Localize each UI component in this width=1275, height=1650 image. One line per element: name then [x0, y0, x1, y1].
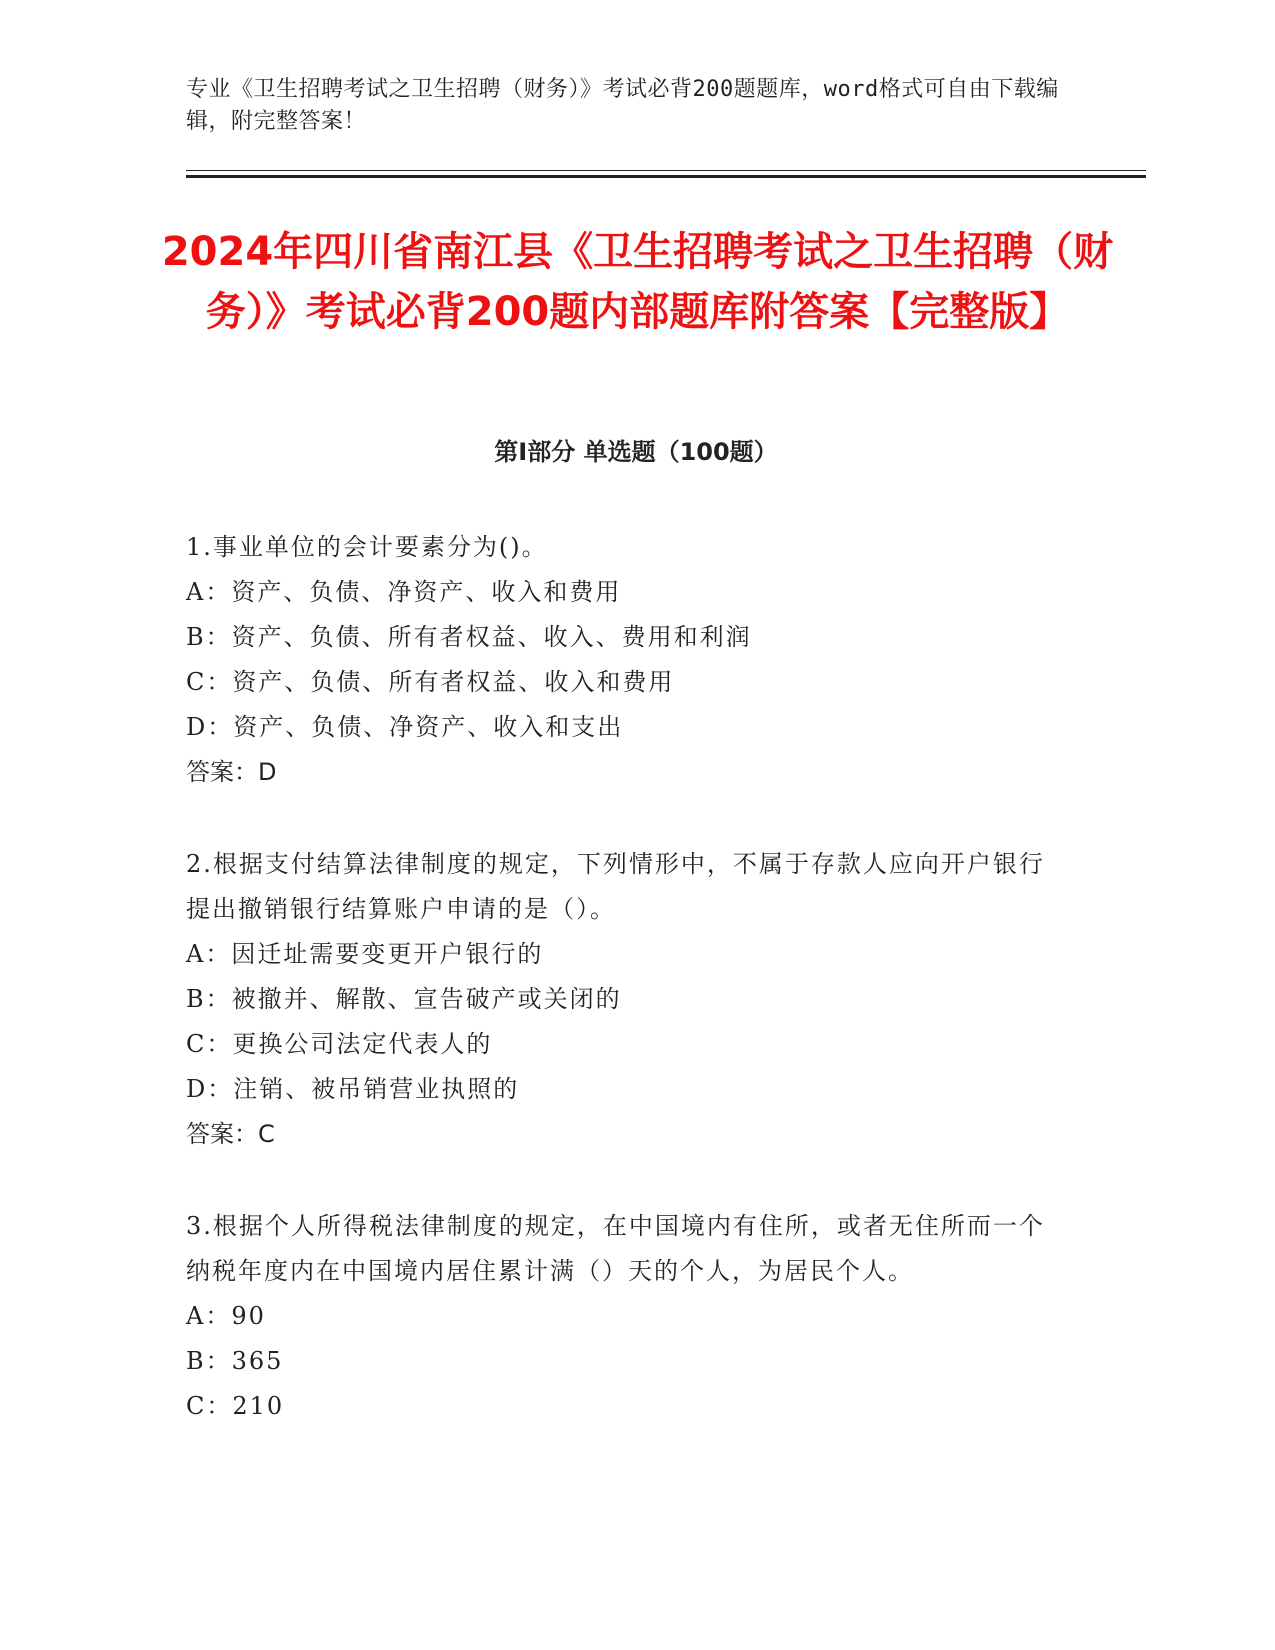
question-2	[186, 842, 1066, 1157]
header-rule-thin	[186, 170, 1146, 171]
document-title: 2024年四川省南江县《卫生招聘考试之卫生招聘（财务）》考试必背200题内部题库附答案【完整版】	[161, 229, 1114, 335]
option-d: D：注销、被吊销营业执照的	[186, 1075, 520, 1103]
answer: 答案：D	[186, 758, 277, 786]
question-3	[186, 1204, 1066, 1429]
question-1	[186, 525, 1066, 795]
header-rule-thick	[186, 175, 1146, 178]
question-text: 1.事业单位的会计要素分为()。	[186, 533, 548, 561]
option-c: C：更换公司法定代表人的	[186, 1030, 493, 1058]
section-title: 第Ⅰ部分 单选题（100题）	[494, 438, 778, 466]
option-a: A：因迁址需要变更开户银行的	[186, 940, 544, 968]
question-list	[186, 525, 1066, 1476]
question-text: 2.根据支付结算法律制度的规定，下列情形中，不属于存款人应向开户银行提出撤销银行结算账户申请的是（）。	[186, 850, 1045, 923]
option-a: A：90	[186, 1302, 266, 1330]
option-b: B：365	[186, 1347, 284, 1375]
option-c: C：210	[186, 1392, 285, 1420]
answer: 答案：C	[186, 1120, 275, 1148]
option-b: B：被撤并、解散、宣告破产或关闭的	[186, 985, 622, 1013]
option-d: D：资产、负债、净资产、收入和支出	[186, 713, 624, 741]
option-c: C：资产、负债、所有者权益、收入和费用	[186, 668, 675, 696]
option-b: B：资产、负债、所有者权益、收入、费用和利润	[186, 623, 752, 651]
header-note: 专业《卫生招聘考试之卫生招聘（财务）》考试必背200题题库，word格式可自由下载编辑，附完整答案！	[186, 77, 1059, 134]
question-text: 3.根据个人所得税法律制度的规定，在中国境内有住所，或者无住所而一个纳税年度内在中国境内居住累计满（）天的个人，为居民个人。	[186, 1212, 1045, 1285]
option-a: A：资产、负债、净资产、收入和费用	[186, 578, 622, 606]
